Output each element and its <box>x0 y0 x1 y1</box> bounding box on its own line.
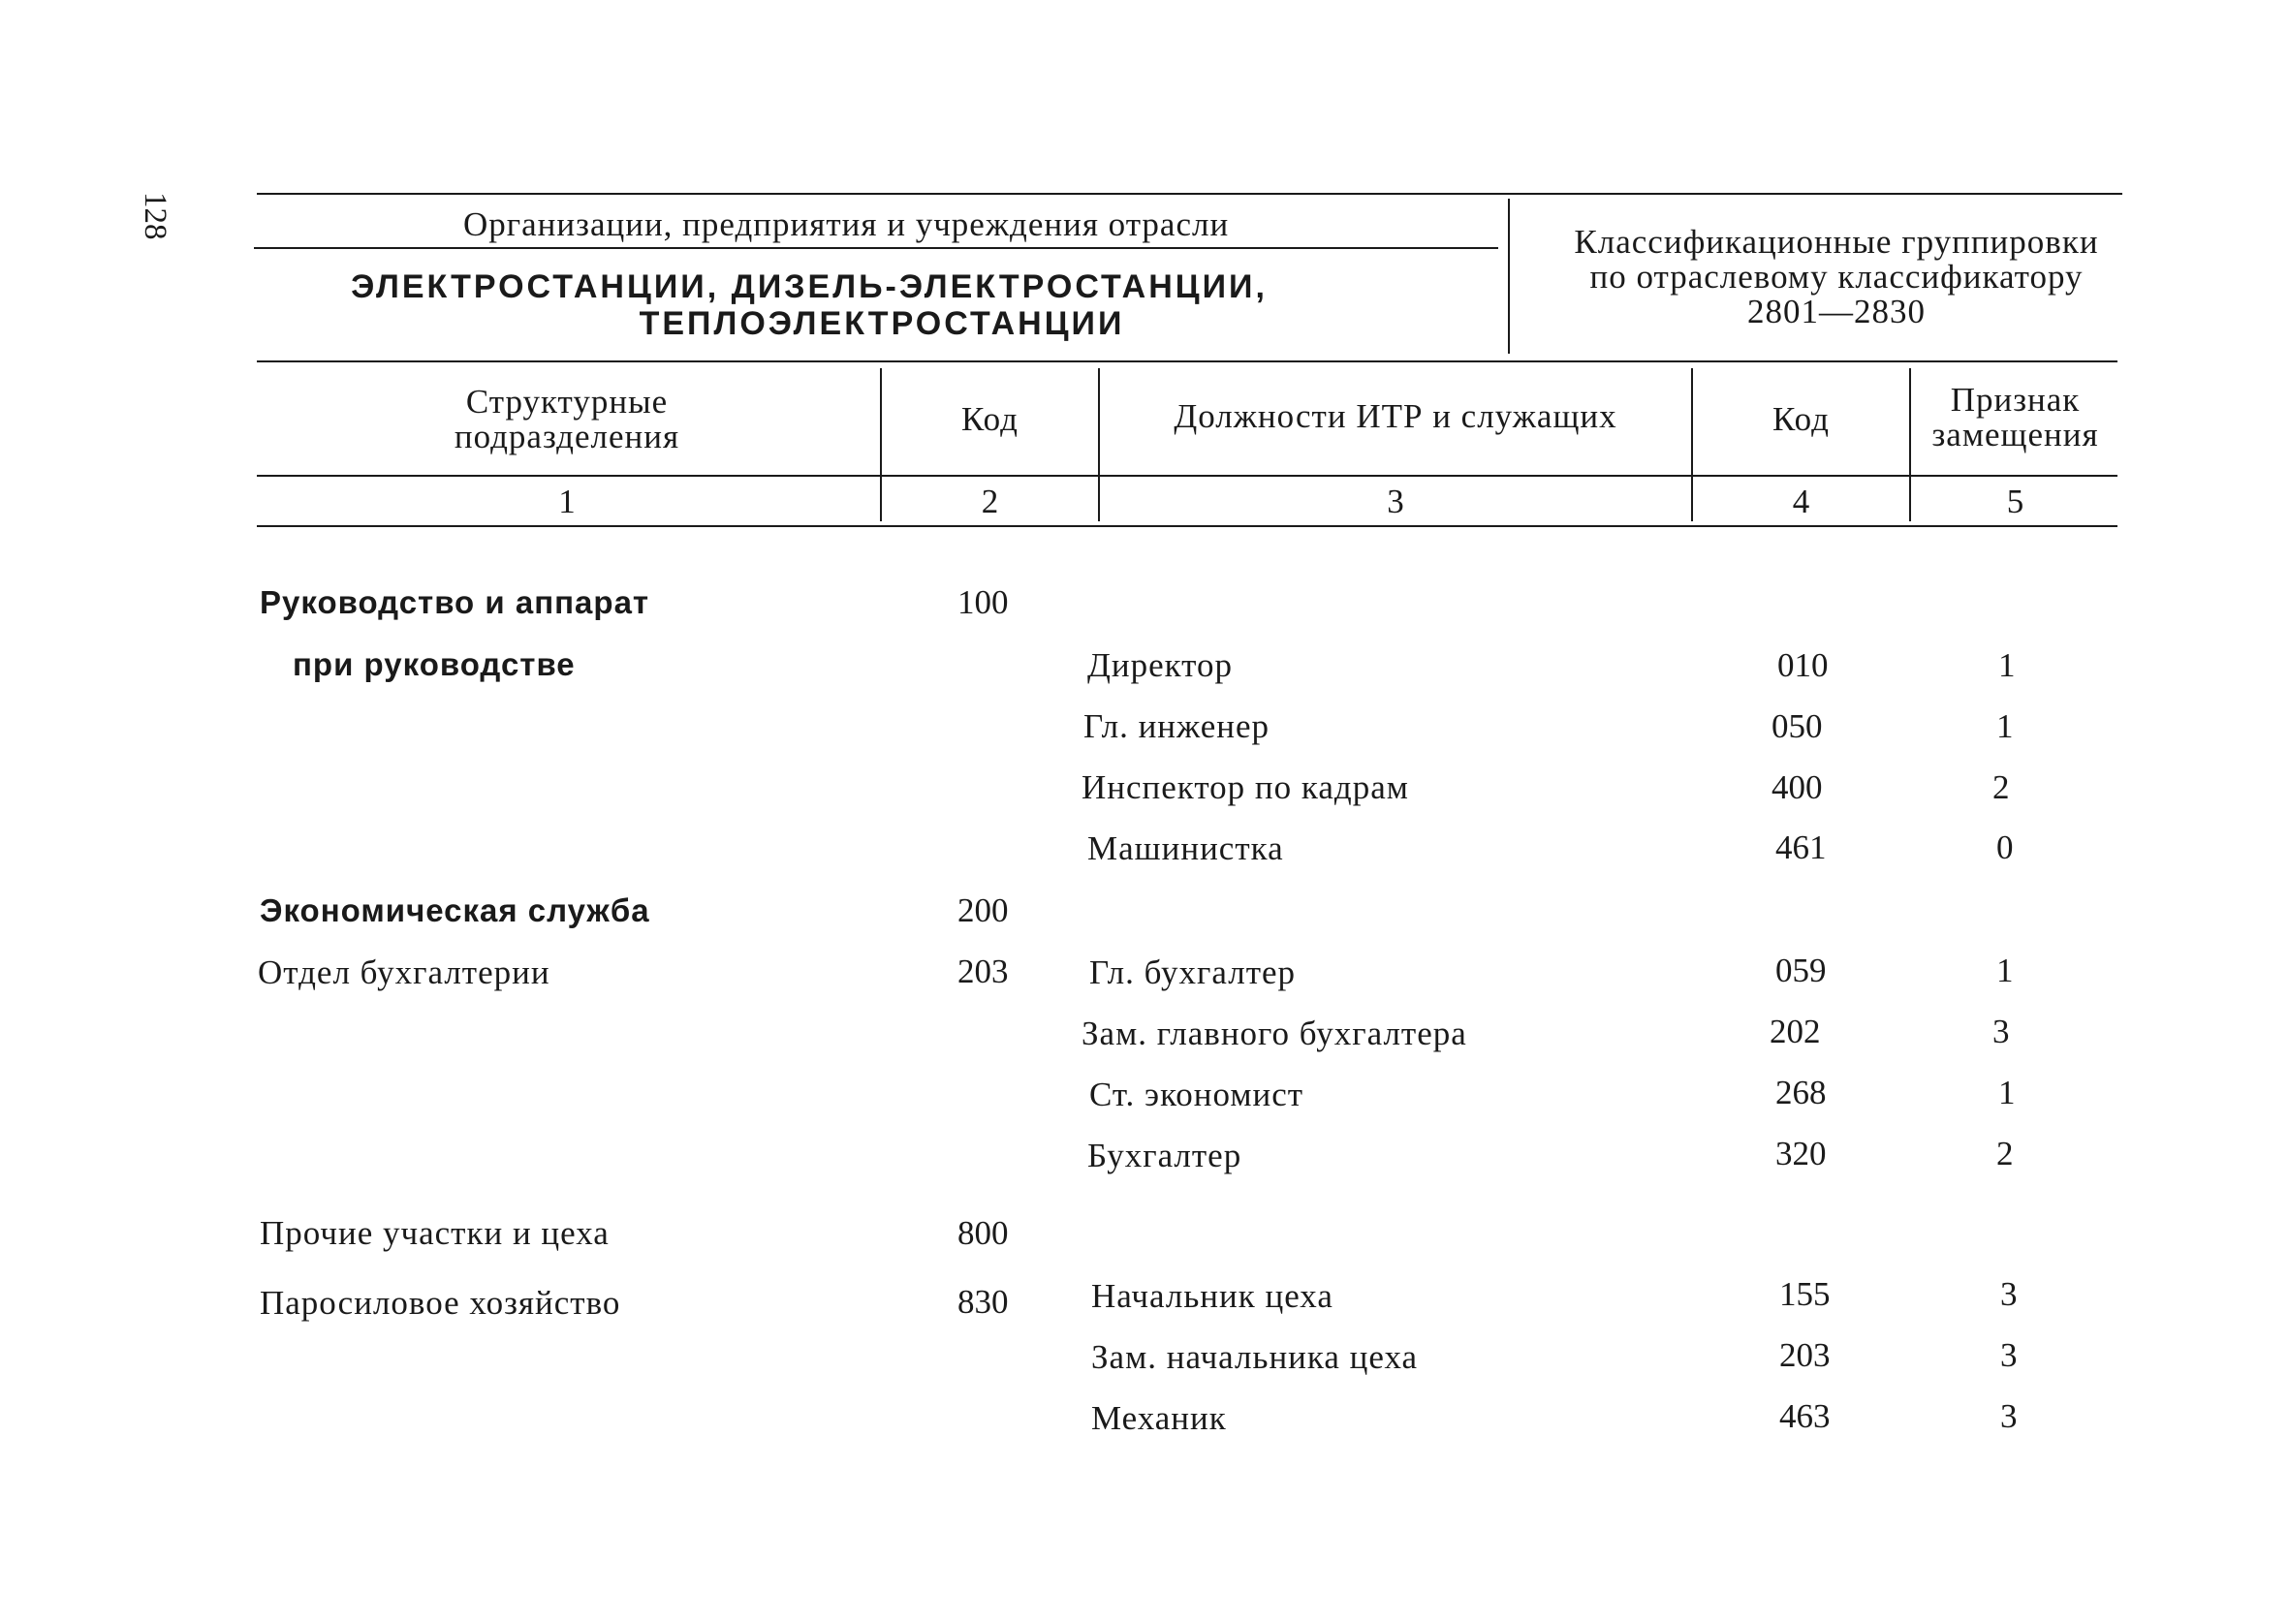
position-code: 400 <box>1772 768 1823 806</box>
top-rule <box>257 193 2122 195</box>
position-code: 268 <box>1775 1074 1827 1111</box>
unit-name: Руководство и аппарат <box>260 584 650 620</box>
replacement-sign: 3 <box>1992 1013 2010 1050</box>
position-code: 461 <box>1775 828 1827 866</box>
position-code: 155 <box>1779 1275 1831 1313</box>
industry-title-line1: ЭЛЕКТРОСТАНЦИИ, ДИЗЕЛЬ-ЭЛЕКТРОСТАНЦИИ, <box>351 268 1268 305</box>
unit-code: 100 <box>957 583 1009 621</box>
replacement-sign: 1 <box>1998 646 2016 684</box>
position-title: Машинистка <box>1087 829 1284 867</box>
unit-code: 800 <box>957 1214 1009 1252</box>
column-numbers-rule <box>257 525 2117 527</box>
replacement-sign: 3 <box>2000 1275 2018 1313</box>
position-title: Начальник цеха <box>1091 1277 1333 1315</box>
replacement-sign: 2 <box>1996 1135 2014 1172</box>
position-code: 050 <box>1772 707 1823 745</box>
col-number-5: 5 <box>2006 483 2024 520</box>
header-bottom-rule <box>257 360 2117 362</box>
position-code: 463 <box>1779 1397 1831 1435</box>
col-number-1: 1 <box>558 483 576 520</box>
position-code: 202 <box>1770 1013 1821 1050</box>
org-underline <box>254 247 1498 249</box>
position-title: Гл. инженер <box>1083 707 1270 745</box>
unit-name: Отдел бухгалтерии <box>258 953 550 991</box>
position-title: Механик <box>1091 1399 1227 1437</box>
unit-name: при руководстве <box>293 646 576 682</box>
col5-header-line1: Признак <box>1950 381 2081 419</box>
replacement-sign: 1 <box>1998 1074 2016 1111</box>
position-code: 203 <box>1779 1336 1831 1374</box>
position-title: Зам. главного бухгалтера <box>1082 1015 1467 1052</box>
classification-line1: Классификационные группировки <box>1574 223 2099 261</box>
col3-header: Должности ИТР и служащих <box>1174 397 1617 435</box>
unit-code: 830 <box>957 1283 1009 1321</box>
col1-header-line2: подразделения <box>454 418 680 455</box>
industry-title-line2: ТЕПЛОЭЛЕКТРОСТАНЦИИ <box>639 305 1125 342</box>
position-code: 059 <box>1775 952 1827 989</box>
unit-name: Паросиловое хозяйство <box>260 1284 621 1322</box>
classification-line2: по отраслевому классификатору <box>1589 258 2084 296</box>
col4-header: Код <box>1772 400 1830 438</box>
position-title: Бухгалтер <box>1087 1137 1242 1174</box>
position-title: Зам. начальника цеха <box>1091 1338 1419 1376</box>
col5-header-line2: замещения <box>1931 416 2099 453</box>
position-code: 320 <box>1775 1135 1827 1172</box>
position-title: Инспектор по кадрам <box>1082 768 1409 806</box>
position-title: Ст. экономист <box>1089 1076 1304 1113</box>
replacement-sign: 1 <box>1996 707 2014 745</box>
page-number: 128 <box>138 192 172 240</box>
header-divider <box>1508 199 1510 354</box>
unit-name: Прочие участки и цеха <box>260 1214 610 1252</box>
replacement-sign: 1 <box>1996 952 2014 989</box>
col-number-3: 3 <box>1387 483 1404 520</box>
replacement-sign: 3 <box>2000 1336 2018 1374</box>
organizations-label: Организации, предприятия и учреждения отрасли <box>463 205 1230 243</box>
col-number-2: 2 <box>981 483 999 520</box>
replacement-sign: 2 <box>1992 768 2010 806</box>
column-header-rule <box>257 475 2117 477</box>
replacement-sign: 3 <box>2000 1397 2018 1435</box>
unit-code: 203 <box>957 953 1009 990</box>
col2-header: Код <box>961 400 1019 438</box>
replacement-sign: 0 <box>1996 828 2014 866</box>
position-title: Директор <box>1087 646 1234 684</box>
col1-header-line1: Структурные <box>465 383 669 421</box>
classification-line3: 2801—2830 <box>1747 293 1926 330</box>
unit-name: Экономическая служба <box>260 892 650 928</box>
position-title: Гл. бухгалтер <box>1089 953 1297 991</box>
unit-code: 200 <box>957 891 1009 929</box>
position-code: 010 <box>1777 646 1829 684</box>
col-number-4: 4 <box>1792 483 1810 520</box>
